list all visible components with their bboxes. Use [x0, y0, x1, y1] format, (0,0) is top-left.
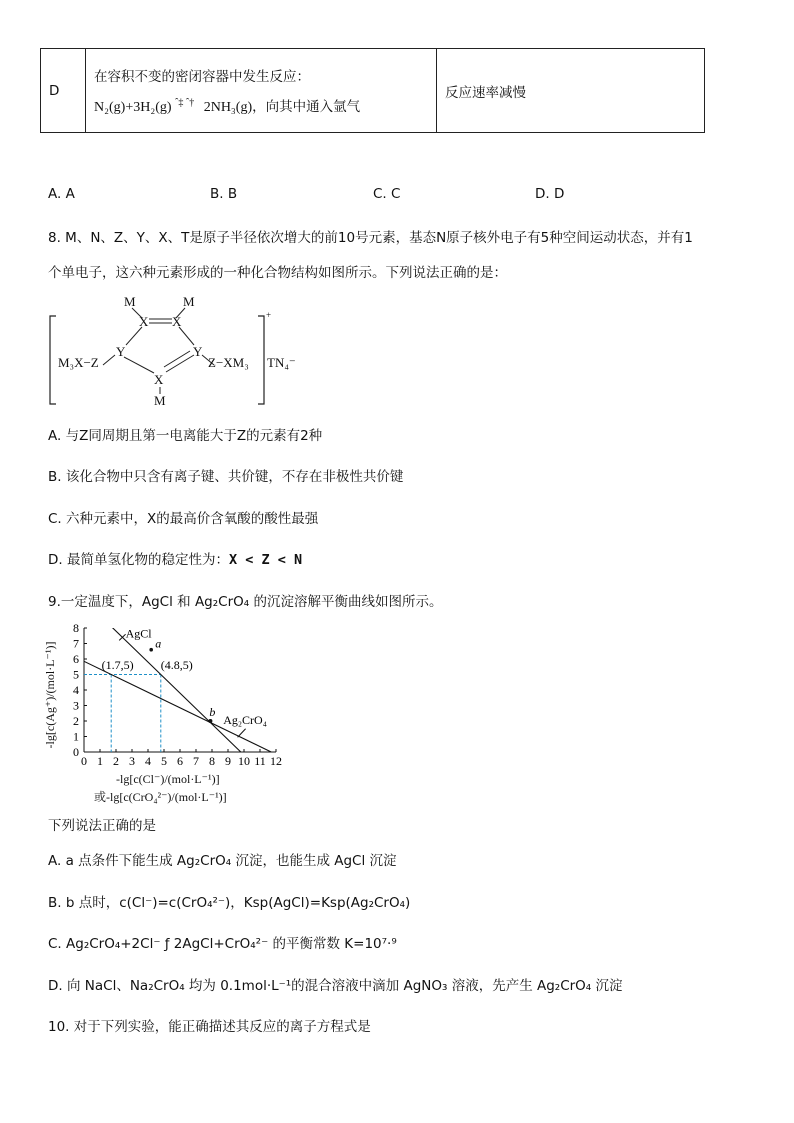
atom-y-left: Y — [116, 344, 126, 359]
result-cell: 反应速率减慢 — [437, 49, 705, 133]
ag2cro4-leader — [238, 729, 246, 738]
condition-line1: 在容积不变的密闭容器中发生反应： — [94, 69, 310, 85]
x-tick-label: 2 — [113, 754, 119, 768]
series-label-agcl: AgCl — [125, 626, 152, 641]
x-tick-label: 7 — [193, 754, 199, 768]
q8-option-a[interactable]: A. 与Z同周期且第一电离能大于Z的元素有2种 — [48, 428, 323, 444]
q8-stem-line1: 8. M、N、Z、Y、X、T是原子半径依次增大的前10号元素，基态N原子核外电子有5种空间运动状态，并有1 — [48, 230, 693, 246]
q8-option-c[interactable]: C. 六种元素中，X的最高价含氧酸的酸性最强 — [48, 511, 319, 527]
group-right: Z−XM₃ — [208, 355, 249, 370]
row-label: D — [41, 49, 86, 133]
point-a — [149, 648, 153, 652]
y-tick-label: 0 — [73, 745, 79, 759]
q9-follow: 下列说法正确的是 — [48, 818, 156, 834]
q7-option-c[interactable]: C. C — [373, 186, 401, 202]
charge-plus: + — [266, 310, 272, 320]
eq-reactants: N₂(g)+3H₂(g) — [94, 100, 172, 115]
q8-stem-line2: 个单电子，这六种元素形成的一种化合物结构如图所示。下列说法正确的是： — [48, 265, 507, 281]
point-a-label: a — [155, 636, 162, 651]
q8-option-b[interactable]: B. 该化合物中只含有离子键、共价键，不存在非极性共价键 — [48, 469, 404, 485]
y-tick-label: 2 — [73, 714, 79, 728]
q9-option-a[interactable]: A. a 点条件下能生成 Ag₂CrO₄ 沉淀，也能生成 AgCl 沉淀 — [48, 853, 397, 869]
eq-products: 2NH₃(g) — [203, 100, 253, 115]
q7-option-d[interactable]: D. D — [535, 186, 565, 202]
q9-option-c[interactable]: C. Ag₂CrO₄+2Cl⁻ ƒ 2AgCl+CrO₄²⁻ 的平衡常数 K=10⁷·⁹ — [48, 936, 397, 952]
q9-chart — [44, 620, 294, 810]
annotation-1-7-5: (1.7,5) — [101, 658, 134, 673]
x-tick-label: 5 — [161, 754, 167, 768]
group-left: M₃X−Z — [58, 355, 99, 370]
q8-option-d-text: D. 最简单氢化物的稳定性为： — [48, 552, 229, 568]
atom-m-top-right: M — [183, 294, 195, 309]
q7-option-b[interactable]: B. B — [210, 186, 238, 202]
q9-option-d[interactable]: D. 向 NaCl、Na₂CrO₄ 均为 0.1mol·L⁻¹的混合溶液中滴加 AgNO₃ 溶液，先产生 Ag₂CrO₄ 沉淀 — [48, 978, 623, 994]
atom-m-top-left: M — [124, 294, 136, 309]
atom-y-right: Y — [193, 344, 203, 359]
y-tick-label: 6 — [73, 652, 79, 666]
y-tick-label: 4 — [73, 683, 79, 697]
point-b-label: b — [209, 705, 216, 719]
annotation-4-8-5: (4.8,5) — [160, 658, 193, 673]
y-tick-label: 3 — [73, 698, 79, 713]
x-tick-label: 8 — [209, 754, 215, 768]
anion-label: TN₄⁻ — [267, 355, 296, 370]
x-tick-label: 3 — [129, 754, 135, 768]
series-line-agcl — [84, 620, 241, 752]
series-line-ag2cro4 — [84, 661, 271, 752]
atom-x-right: X — [172, 314, 182, 329]
options-table — [40, 48, 705, 133]
eq-tail: ，向其中通入氩气 — [252, 99, 361, 115]
x-tick-label: 1 — [97, 754, 103, 768]
series-label-ag2cro4: Ag₂CrO₄ — [223, 713, 267, 728]
q8-option-d-order: X < Z < N — [228, 552, 303, 568]
eq-arrow: ˆ‡ ˆ† — [175, 97, 195, 109]
condition-cell — [86, 49, 437, 133]
q8-option-d[interactable] — [48, 550, 302, 570]
chart-xlabel-1: -lg[c(Cl⁻)/(mol·L⁻¹)] — [116, 772, 220, 786]
chart-xlabel-2: 或-lg[c(CrO₄²⁻)/(mol·L⁻¹)] — [94, 790, 227, 804]
y-tick-label: 5 — [73, 667, 79, 682]
x-tick-label: 0 — [81, 754, 87, 768]
x-tick-label: 4 — [145, 754, 151, 768]
y-tick-label: 8 — [73, 621, 79, 635]
x-tick-label: 10 — [238, 754, 250, 768]
q7-option-a[interactable]: A. A — [48, 186, 75, 202]
y-tick-label: 7 — [73, 636, 79, 651]
q10-stem: 10. 对于下列实验，能正确描述其反应的离子方程式是 — [48, 1019, 371, 1035]
q8-structure-diagram — [48, 292, 308, 410]
atom-x-left: X — [139, 314, 149, 329]
x-tick-label: 12 — [270, 754, 282, 768]
atom-m-bottom: M — [154, 393, 166, 408]
atom-x-bottom: X — [154, 372, 164, 387]
chart-ylabel: -lg[c(Ag⁺)/(mol·L⁻¹)] — [43, 641, 57, 749]
condition-equation — [94, 95, 428, 116]
chart-plot — [44, 620, 294, 770]
x-tick-label: 6 — [177, 754, 183, 768]
q9-option-b[interactable]: B. b 点时，c(Cl⁻)=c(CrO₄²⁻)，Ksp(AgCl)=Ksp(Ag₂CrO₄) — [48, 895, 411, 911]
y-tick-label: 1 — [73, 729, 79, 744]
q9-stem: 9.一定温度下，AgCl 和 Ag₂CrO₄ 的沉淀溶解平衡曲线如图所示。 — [48, 594, 443, 610]
x-tick-label: 11 — [254, 754, 266, 768]
point-b — [208, 719, 212, 723]
x-tick-label: 9 — [225, 754, 231, 768]
